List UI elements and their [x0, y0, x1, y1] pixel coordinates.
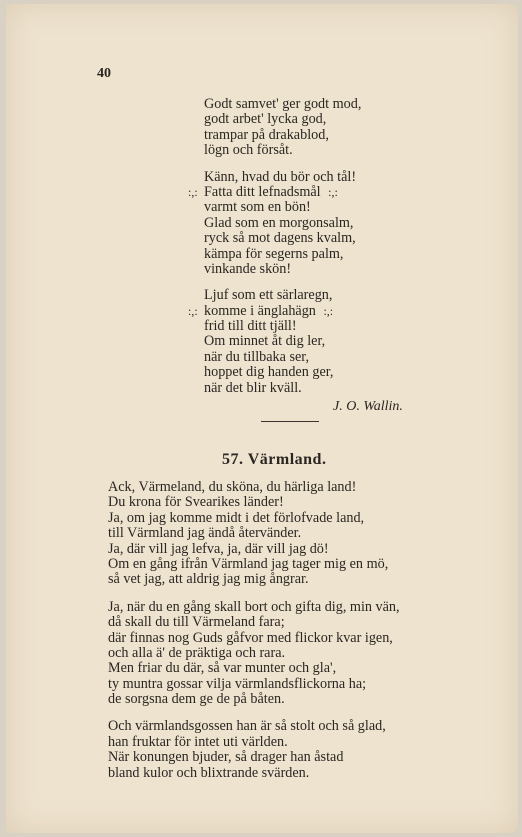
poem-continued: [6, 97, 518, 396]
song-line: Ack, Värmeland, du sköna, du härliga land!: [108, 479, 357, 495]
section-divider: [261, 421, 319, 422]
poem-line: kämpa för segerns palm,: [204, 245, 344, 262]
song-line: Ja, där vill jag lefva, ja, där vill jag dö!: [108, 540, 329, 557]
song-line: då skall du till Värmeland fara;: [108, 614, 285, 631]
poem-line: godt arbet' lycka god,: [204, 111, 327, 128]
song-line: Ja, när du en gång skall bort och gifta dig, min vän,: [108, 598, 400, 615]
song-line: till Värmland jag ändå återvänder.: [108, 525, 302, 542]
song-line: så vet jag, att aldrig jag mig ångrar.: [108, 571, 309, 588]
poem-line: lögn och försåt.: [204, 142, 293, 159]
book-page: [6, 4, 518, 833]
poem-line-repeated: :,: komme i änglahägn :,:: [188, 302, 334, 319]
song-line: Du krona för Svearikes länder!: [108, 494, 284, 511]
author-signature: J. O. Wallin.: [333, 399, 403, 414]
song-stanza: [6, 600, 518, 708]
poem-line: när det blir kväll.: [204, 379, 302, 396]
song-line: Om en gång ifrån Värmland jag tager mig en mö,: [108, 555, 389, 572]
song-line: Men friar du där, så var munter och gla',: [108, 660, 337, 677]
song-line: där finnas nog Guds gåfvor med flickor kvar igen,: [108, 629, 393, 646]
page-number: 40: [97, 66, 111, 81]
song-title: 57. Värmland.: [222, 451, 327, 468]
poem-line: när du tillbaka ser,: [204, 348, 310, 365]
song-line: och alla ä' de präktiga och rara.: [108, 644, 286, 661]
poem-stanza: [6, 288, 518, 396]
song-line: han fruktar för intet uti världen.: [108, 733, 288, 750]
poem-stanza: [6, 97, 518, 159]
song-line: Och värmlandsgossen han är så stolt och så glad,: [108, 718, 386, 735]
poem-line: ryck så mot dagens kvalm,: [204, 230, 356, 247]
song-line: När konungen bjuder, så drager han åstad: [108, 749, 344, 766]
poem-line: hoppet dig handen ger,: [204, 364, 334, 381]
song-line: bland kulor och blixtrande svärden.: [108, 764, 310, 781]
song-line: Ja, om jag komme midt i det förlofvade land,: [108, 509, 365, 526]
song-stanza: [6, 480, 518, 588]
poem-line-repeated: :,: Fatta ditt lefnadsmål :,:: [188, 183, 338, 200]
song-stanza: [6, 719, 518, 781]
song-text: [6, 480, 518, 781]
poem-line: Godt samvet' ger godt mod,: [204, 96, 362, 112]
repeat-end-mark: :,:: [323, 303, 334, 318]
song-line: de sorgsna dem ge de på båten.: [108, 691, 285, 708]
repeat-end-mark: :,:: [328, 184, 338, 199]
poem-line: Glad som en morgonsalm,: [204, 214, 354, 231]
repeat-start-mark: :,:: [188, 303, 198, 318]
repeat-start-mark: :,:: [188, 184, 198, 199]
poem-line: trampar på drakablod,: [204, 126, 329, 143]
poem-line: Ljuf som ett särlaregn,: [204, 287, 333, 304]
poem-line: frid till ditt tjäll!: [204, 318, 297, 335]
poem-line: Känn, hvad du bör och tål!: [204, 168, 357, 185]
poem-stanza: [6, 170, 518, 278]
song-line: ty muntra gossar vilja värmlandsflickorna ha;: [108, 675, 367, 692]
poem-line: vinkande skön!: [204, 260, 292, 277]
poem-line: Om minnet åt dig ler,: [204, 333, 326, 350]
poem-line: varmt som en bön!: [204, 199, 311, 216]
